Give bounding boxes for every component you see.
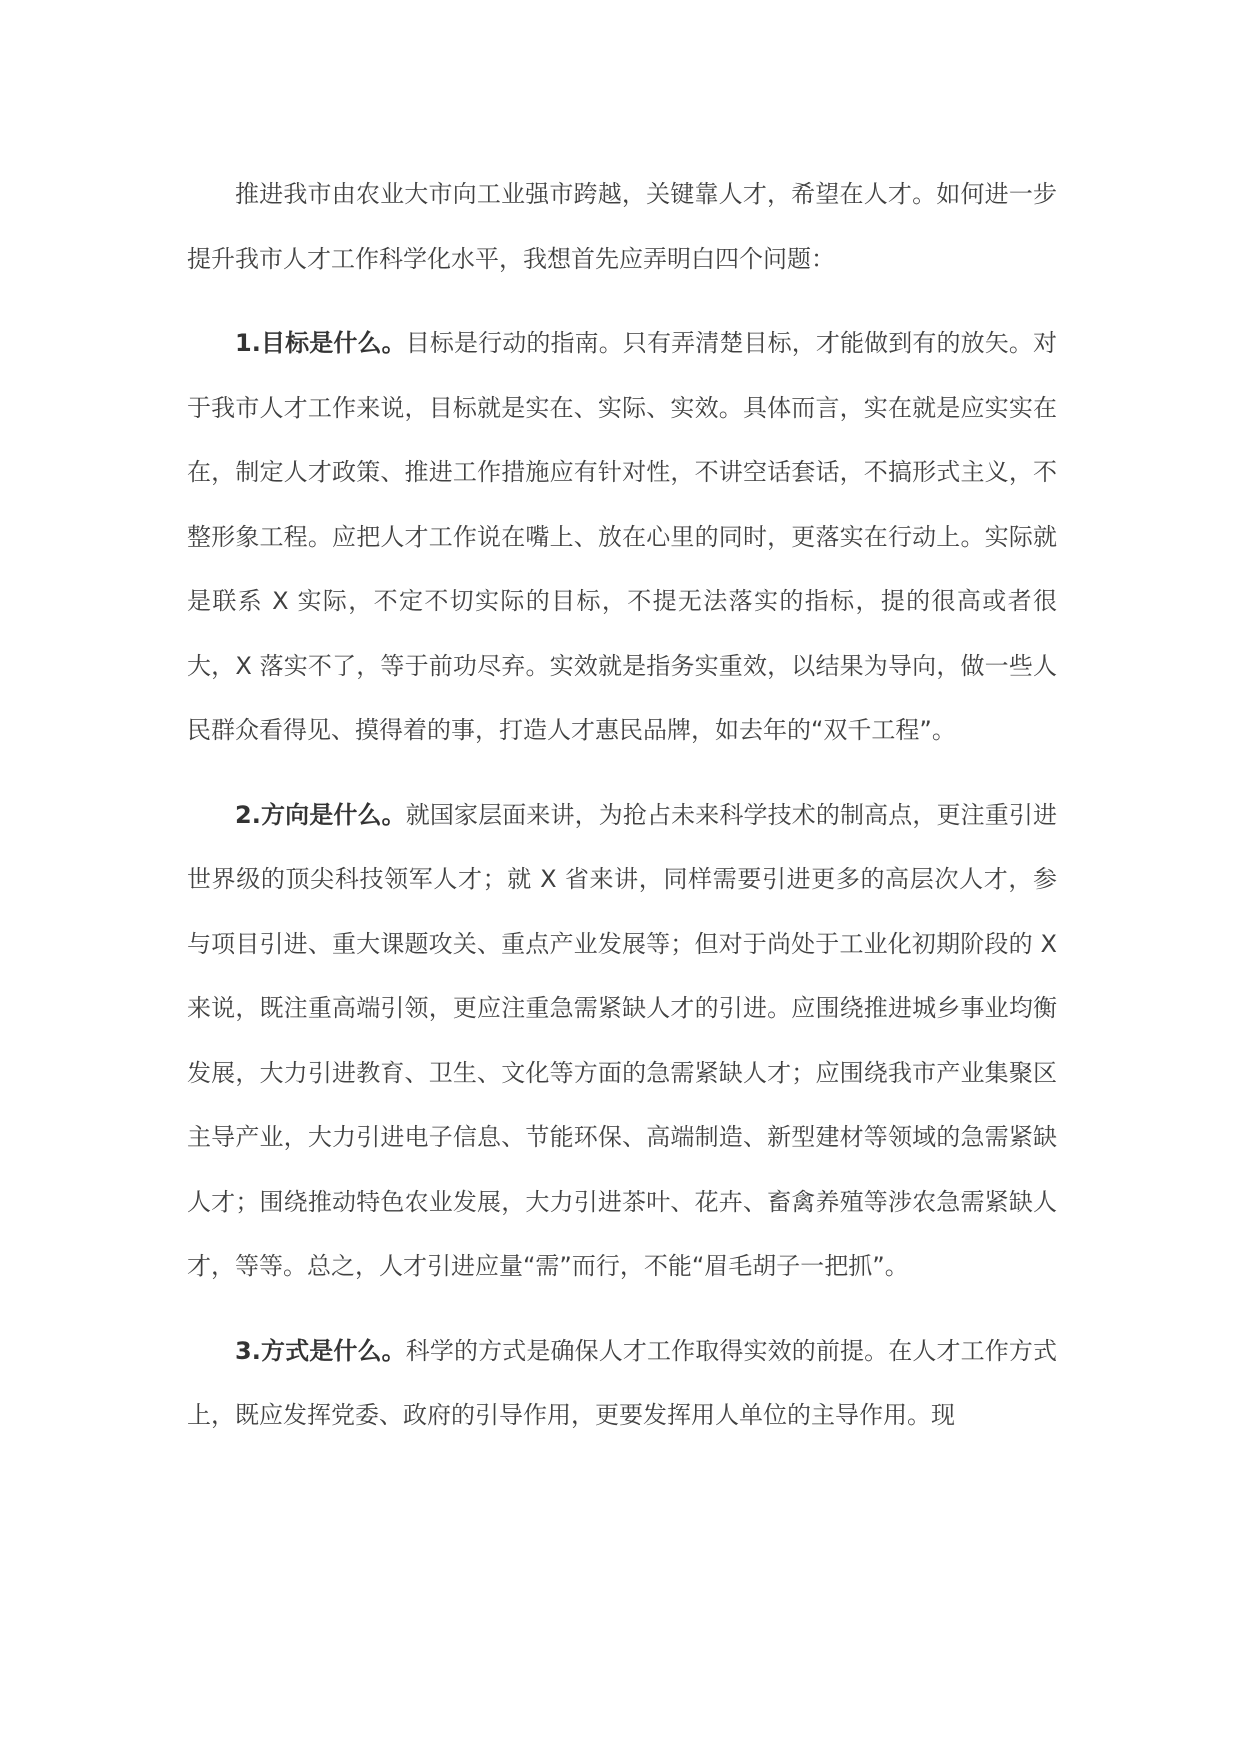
- section-goal-body: 目标是行动的指南。只有弄清楚目标，才能做到有的放矢。对于我市人才工作来说，目标就是实在、实际、实效。具体而言，实在就是应实实在在，制定人才政策、推进工作措施应有针对性，不讲空话套话，不搞形式主义，不整形象工程。应把人才工作说在嘴上、放在心里的同时，更落实在行动上。实际就是联系 X 实际，不定不切实际的目标，不提无法落实的指标，提的很高或者很大，X 落实不了，等于前功尽弃。实效就是指务实重效，以结果为导向，做一些人民群众看得见、摸得着的事，打造人才惠民品牌，如去年的“双千工程”。: [187, 329, 1057, 744]
- section-direction-body: 就国家层面来讲，为抢占未来科学技术的制高点，更注重引进世界级的顶尖科技领军人才；就 X 省来讲，同样需要引进更多的高层次人才，参与项目引进、重大课题攻关、重点产业发展等；但对于尚处于工业化初期阶段的 X 来说，既注重高端引领，更应注重急需紧缺人才的引进。应围绕推进城乡事业均衡发展，大力引进教育、卫生、文化等方面的急需紧缺人才；应围绕我市产业集聚区主导产业，大力引进电子信息、节能环保、高端制造、新型建材等领域的急需紧缺人才；围绕推动特色农业发展，大力引进茶叶、花卉、畜禽养殖等涉农急需紧缺人才，等等。总之，人才引进应量“需”而行，不能“眉毛胡子一把抓”。: [187, 800, 1057, 1280]
- document-body: [187, 162, 1057, 1468]
- section-direction-heading: 2.方向是什么。: [235, 800, 406, 829]
- section-direction-paragraph: [187, 783, 1057, 1299]
- section-method-heading: 3.方式是什么。: [235, 1336, 406, 1365]
- section-method-paragraph: [187, 1319, 1057, 1448]
- section-goal-paragraph: [187, 311, 1057, 763]
- intro-paragraph: 推进我市由农业大市向工业强市跨越，关键靠人才，希望在人才。如何进一步提升我市人才工作科学化水平，我想首先应弄明白四个问题：: [187, 180, 1057, 273]
- section-goal-heading: 1.目标是什么。: [235, 329, 406, 357]
- section-method-body: 科学的方式是确保人才工作取得实效的前提。在人才工作方式上，既应发挥党委、政府的引导作用，更要发挥用人单位的主导作用。现: [187, 1336, 1057, 1429]
